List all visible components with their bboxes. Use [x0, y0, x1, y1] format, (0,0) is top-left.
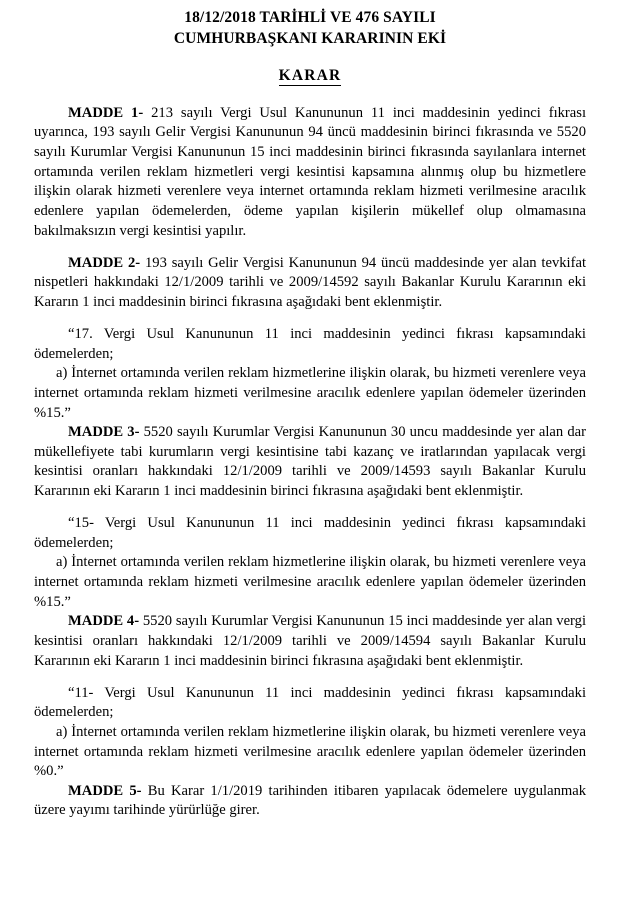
quote-15-item-a: a) İnternet ortamında verilen reklam hizmetlerine ilişkin olarak, bu hizmeti verenlere veya internet ortamında reklam hizmeti verilmesine aracılık edenlere yapılan ödemeler üzerinden %15.” — [34, 554, 586, 610]
document-title — [34, 8, 586, 50]
madde-5-text: Bu Karar 1/1/2019 tarihinden itibaren yapılacak ödemelere uygulanmak üzere yayımı tarihinde yürürlüğe girer. — [34, 782, 586, 819]
madde-2-label: MADDE 2- — [68, 254, 141, 271]
document-title-line-2: CUMHURBAŞKANI KARARININ EKİ — [173, 29, 447, 47]
madde-2-text: 193 sayılı Gelir Vergisi Kanununun 94 üncü maddesinde yer alan tevkifat nispetleri hakkındaki 12/1/2009 tarihli ve 2009/14592 sayılı Bakanlar Kurulu Kararının eki Kararın 1 inci maddesinin birinci fıkrasına aşağıdaki bent eklenmiştir. — [34, 254, 587, 310]
karar-heading — [34, 67, 586, 85]
document-title-line-1: 18/12/2018 TARİHLİ VE 476 SAYILI — [184, 9, 436, 26]
quote-11-intro: “11- Vergi Usul Kanununun 11 inci maddesinin yedinci fıkrası kapsamındaki ödemelerden; — [34, 684, 586, 721]
paragraph-madde-1 — [34, 104, 586, 241]
madde-3-label: MADDE 3- — [68, 424, 140, 441]
madde-4-label: MADDE 4- — [68, 613, 140, 630]
paragraph-madde-4 — [34, 612, 586, 671]
madde-3-text: 5520 sayılı Kurumlar Vergisi Kanununun 30 uncu maddesinde yer alan dar mükellefiyete tabi kurumların vergi kesintisine tabi kazanç ve iratlarından yapılacak vergi kesintisi oranları hakkındaki 12/1/2009 tarihli ve 2009/14593 sayılı Bakanlar Kurulu Kararının eki Kararın 1 inci maddesinin birinci fıkrasına aşağıdaki bent eklenmiştir. — [34, 424, 586, 500]
quote-17-intro: “17. Vergi Usul Kanununun 11 inci maddesinin yedinci fıkrası kapsamındaki ödemelerden; — [34, 326, 586, 362]
quote-11-item-a: a) İnternet ortamında verilen reklam hizmetlerine ilişkin olarak, bu hizmeti verenlere veya internet ortamında reklam hizmeti verilmesine aracılık edenlere yapılan ödemeler üzerinden %0.” — [34, 723, 586, 780]
quote-block-15 — [34, 514, 586, 612]
quote-block-17 — [34, 325, 586, 423]
paragraph-madde-5 — [34, 782, 586, 821]
madde-5-label: MADDE 5- — [68, 782, 142, 799]
document-body — [34, 104, 586, 821]
quote-block-11 — [34, 684, 586, 782]
quote-15-intro: “15- Vergi Usul Kanununun 11 inci maddesinin yedinci fıkrası kapsamındaki ödemelerden; — [34, 515, 586, 551]
paragraph-madde-3 — [34, 423, 586, 502]
quote-17-item-a: a) İnternet ortamında verilen reklam hizmetlerine ilişkin olarak, bu hizmeti verenlere veya internet ortamında reklam hizmeti verilmesine aracılık edenlere yapılan ödemeler üzerinden %15.” — [34, 365, 586, 421]
madde-1-text: 213 sayılı Vergi Usul Kanununun 11 inci maddesinin yedinci fıkrası uyarınca, 193 sayılı Gelir Vergisi Kanununun 94 üncü maddesinin birinci fıkrasında ve 5520 sayılı Kurumlar Vergisi Kanununun 15 inci maddesinin birinci fıkrasında sayılanlara internet ortamında verilen reklam hizmetleri vergi kesintisi kapsamına alınmış olup bu hizmetlere ilişkin olarak hizmeti verenlere veya internet ortamında reklam hizmeti verilmesine aracılık edenlere yapılan ödemelerden, ödeme yapılan kişilerin mükellef olup olmamasına bakılmaksızın vergi kesintisi yapılır. — [34, 104, 586, 239]
paragraph-madde-2 — [34, 254, 586, 313]
madde-1-label: MADDE 1- — [68, 104, 144, 121]
karar-heading-text: KARAR — [278, 66, 342, 84]
madde-4-text: 5520 sayılı Kurumlar Vergisi Kanununun 15 inci maddesinde yer alan vergi kesintisi oranları hakkındaki 12/1/2009 tarihli ve 2009/14594 sayılı Bakanlar Kurulu Kararının eki Kararın 1 inci maddesinin birinci fıkrasına aşağıdaki bent eklenmiştir. — [34, 613, 586, 669]
